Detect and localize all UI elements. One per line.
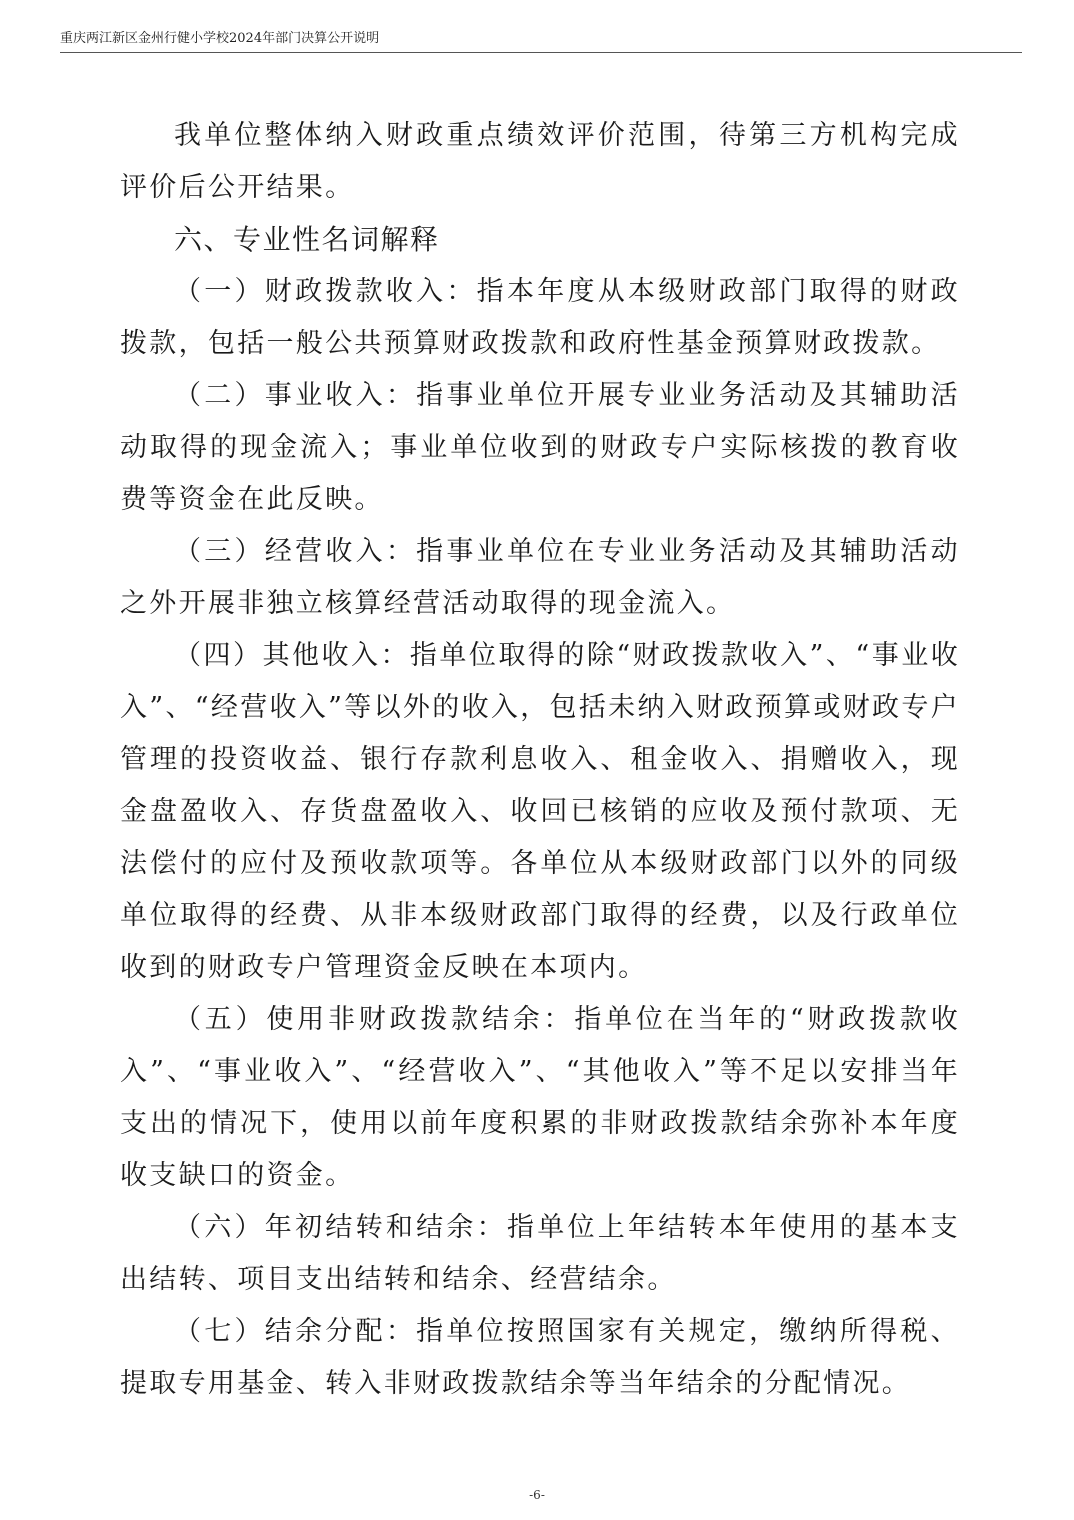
section-heading: 六、专业性名词解释: [174, 223, 440, 256]
definition-paragraph-4: （四）其他收入：指单位取得的除“财政拨款收入”、“事业收入”、“经营收入”等以外的收入，包括未纳入财政预算或财政专户管理的投资收益、银行存款利息收入、租金收入、捐赠收入，现金盘盈收入、存货盘盈收入、收回已核销的应收及预付款项、无法偿付的应付及预收款项等。各单位从本级财政部门以外的同级单位取得的经费、从非本级财政部门取得的经费，以及行政单位收到的财政专户管理资金反映在本项内。: [120, 640, 960, 983]
definition-paragraph-6: （六）年初结转和结余：指单位上年结转本年使用的基本支出结转、项目支出结转和结余、经营结余。: [120, 1212, 960, 1295]
document-body: [120, 110, 960, 1410]
definition-paragraph-2: （二）事业收入：指事业单位开展专业业务活动及其辅助活动取得的现金流入；事业单位收到的财政专户实际核拨的教育收费等资金在此反映。: [120, 380, 960, 515]
definition-paragraph-5: （五）使用非财政拨款结余：指单位在当年的“财政拨款收入”、“事业收入”、“经营收入”、“其他收入”等不足以安排当年支出的情况下，使用以前年度积累的非财政拨款结余弥补本年度收支缺口的资金。: [120, 1004, 960, 1191]
page-header: 重庆两江新区金州行健小学校2024年部门决算公开说明: [60, 30, 1022, 53]
definition-paragraph-3: （三）经营收入：指事业单位在专业业务活动及其辅助活动之外开展非独立核算经营活动取得的现金流入。: [120, 536, 960, 619]
intro-paragraph: 我单位整体纳入财政重点绩效评价范围，待第三方机构完成评价后公开结果。: [120, 120, 960, 203]
definition-paragraph-7: （七）结余分配：指单位按照国家有关规定，缴纳所得税、提取专用基金、转入非财政拨款结余等当年结余的分配情况。: [120, 1316, 960, 1399]
page-number: -6-: [529, 1488, 545, 1502]
definition-paragraph-1: （一）财政拨款收入：指本年度从本级财政部门取得的财政拨款，包括一般公共预算财政拨款和政府性基金预算财政拨款。: [120, 276, 960, 359]
